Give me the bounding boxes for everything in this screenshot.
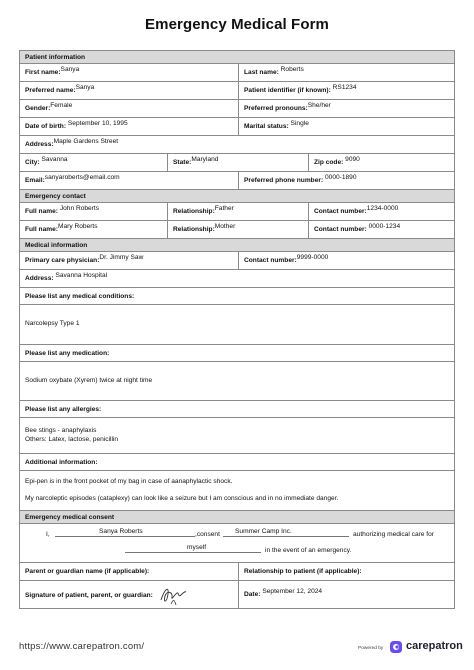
additional-info-line-2: My narcoleptic episodes (cataplexy) can look like a seizure but I am conscious and in no immediate danger. xyxy=(25,494,339,502)
conditions-field[interactable]: Narcolepsy Type 1 xyxy=(20,305,455,345)
relationship-to-patient-field[interactable]: Relationship to patient (if applicable): xyxy=(239,563,455,581)
allergies-label: Please list any allergies: xyxy=(20,401,455,418)
signature-mark xyxy=(159,584,189,606)
zip-code-field[interactable]: Zip code: 9090 xyxy=(309,154,455,172)
email-field[interactable]: Email:sanyaroberts@email.com xyxy=(20,172,239,190)
medication-field[interactable]: Sodium oxybate (Xyrem) twice at night time xyxy=(20,362,455,401)
emergency-contact-1-relationship[interactable]: Relationship:Father xyxy=(168,203,309,221)
emergency-contact-2-name[interactable]: Full name:Mary Roberts xyxy=(20,221,168,239)
marital-status-field[interactable]: Marital status: Single xyxy=(239,118,455,136)
additional-info-label: Additional information: xyxy=(20,454,455,471)
conditions-label: Please list any medical conditions: xyxy=(20,288,455,305)
first-name-value: Sanya xyxy=(60,66,80,73)
consent-name-value[interactable]: Sanya Roberts xyxy=(99,528,143,535)
consent-subject-value[interactable]: myself xyxy=(187,544,207,551)
consent-org-underline xyxy=(223,536,349,537)
first-name-field[interactable]: First name:Sanya xyxy=(20,64,239,82)
gender-field[interactable]: Gender:Female xyxy=(20,100,239,118)
section-emergency-consent: Emergency medical consent xyxy=(20,511,455,524)
physician-field[interactable]: Primary care physician:Dr. Jimmy Saw xyxy=(20,252,239,270)
carepatron-brand: carepatron xyxy=(406,640,463,652)
date-of-birth-field[interactable]: Date of birth: September 10, 1995 xyxy=(20,118,239,136)
additional-info-line-1: Epi-pen is in the front pocket of my bag in case of aanaphylactic shock. xyxy=(25,477,233,485)
consent-word: ,consent xyxy=(195,531,220,538)
signature-field[interactable]: Signature of patient, parent, or guardian: xyxy=(20,581,239,609)
address-field[interactable]: Address:Maple Gardens Street xyxy=(20,136,455,154)
emergency-contact-2-number[interactable]: Contact number: 0000-1234 xyxy=(309,221,455,239)
form-title: Emergency Medical Form xyxy=(145,16,329,33)
allergies-line-2: Others: Latex, lactose, penicillin xyxy=(25,435,119,443)
patient-identifier-field[interactable]: Patient identifier (if known): RS1234 xyxy=(239,82,455,100)
carepatron-logo-icon xyxy=(389,640,403,654)
physician-contact-field[interactable]: Contact number:9999-0000 xyxy=(239,252,455,270)
allergies-line-1: Bee stings - anaphylaxis xyxy=(25,426,97,434)
date-field[interactable]: Date: September 12, 2024 xyxy=(239,581,455,609)
additional-info-field[interactable] xyxy=(20,471,455,511)
emergency-contact-1-number[interactable]: Contact number:1234-0000 xyxy=(309,203,455,221)
phone-field[interactable]: Preferred phone number: 0000-1890 xyxy=(239,172,455,190)
preferred-name-field[interactable]: Preferred name:Sanya xyxy=(20,82,239,100)
allergies-field[interactable] xyxy=(20,418,455,454)
section-emergency-contact: Emergency contact xyxy=(20,190,455,203)
last-name-value: Roberts xyxy=(280,66,304,73)
city-field[interactable]: City: Savanna xyxy=(20,154,168,172)
medical-form-table xyxy=(19,50,455,609)
consent-event: in the event of an emergency. xyxy=(265,547,352,554)
medication-label: Please list any medication: xyxy=(20,345,455,362)
last-name-field[interactable]: Last name: Roberts xyxy=(239,64,455,82)
pronouns-field[interactable]: Preferred pronouns:She/her xyxy=(239,100,455,118)
emergency-contact-1-name[interactable]: Full name: John Roberts xyxy=(20,203,168,221)
consent-name-underline xyxy=(55,536,195,537)
carepatron-url-link[interactable]: https://www.carepatron.com/ xyxy=(19,641,145,652)
powered-by-label: Powered by xyxy=(358,646,384,651)
section-medical-information: Medical information xyxy=(20,239,455,252)
consent-i: I, xyxy=(46,531,50,538)
consent-org-value[interactable]: Summer Camp Inc. xyxy=(235,528,292,535)
consent-subject-underline xyxy=(125,552,261,553)
section-patient-information: Patient information xyxy=(20,51,455,64)
emergency-contact-2-relationship[interactable]: Relationship:Mother xyxy=(168,221,309,239)
state-field[interactable]: State:Maryland xyxy=(168,154,309,172)
consent-statement xyxy=(20,524,455,563)
physician-address-field[interactable]: Address: Savanna Hospital xyxy=(20,270,455,288)
parent-guardian-field[interactable]: Parent or guardian name (if applicable): xyxy=(20,563,239,581)
consent-authorizing: authorizing medical care for xyxy=(353,531,434,538)
